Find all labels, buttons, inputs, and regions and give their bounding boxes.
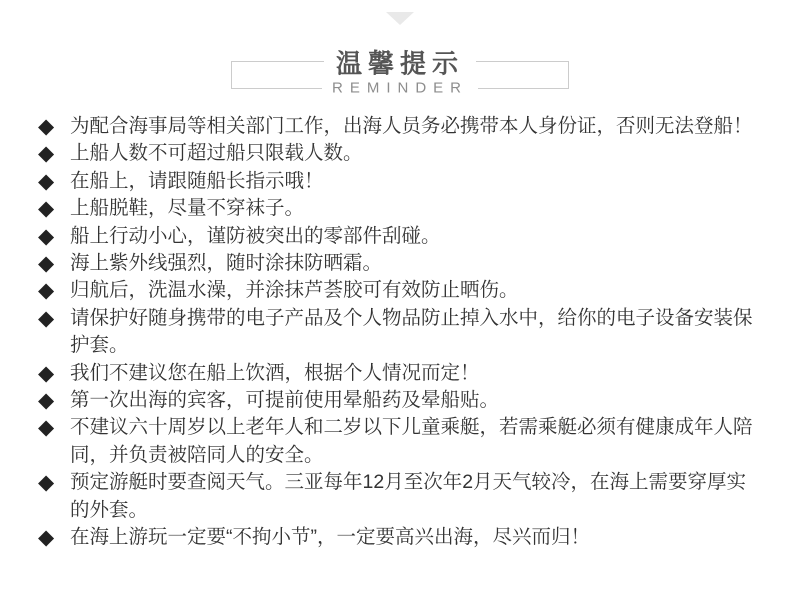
page-subtitle: REMINDER [322, 80, 478, 97]
diamond-bullet-icon: ◆ [38, 224, 55, 248]
tip-item [38, 223, 800, 250]
tip-item [38, 305, 800, 360]
diamond-bullet-icon: ◆ [38, 361, 55, 385]
tip-item [38, 168, 800, 195]
diamond-bullet-icon: ◆ [38, 115, 55, 138]
tip-text: 我们不建议您在船上饮酒，根据个人情况而定！ [70, 361, 480, 384]
tip-item [38, 414, 800, 469]
diamond-bullet-icon: ◆ [38, 197, 55, 221]
tip-text: 归航后，洗温水澡，并涂抹芦荟胶可有效防止晒伤。 [70, 279, 519, 302]
tip-text: 船上行动小心，谨防被突出的零部件刮碰。 [70, 224, 441, 247]
page-title: 温馨提示 [324, 44, 476, 81]
tip-item [38, 469, 800, 524]
tip-text: 上船人数不可超过船只限载人数。 [70, 142, 363, 165]
diamond-bullet-icon: ◆ [38, 526, 55, 550]
tip-item [38, 524, 800, 551]
tip-item [38, 250, 800, 277]
tip-item [38, 360, 800, 387]
down-triangle-icon [386, 12, 414, 25]
tip-text: 不建议六十周岁以上老年人和二岁以下儿童乘艇，若需乘艇必须有健康成年人陪同，并负责被陪同人的安全。 [70, 416, 753, 466]
tip-item [38, 387, 800, 414]
tip-text: 海上紫外线强烈，随时涂抹防晒霜。 [70, 252, 383, 275]
diamond-bullet-icon: ◆ [38, 416, 55, 440]
tip-text: 在海上游玩一定要“不拘小节”，一定要高兴出海，尽兴而归！ [70, 526, 590, 549]
diamond-bullet-icon: ◆ [38, 306, 55, 330]
diamond-bullet-icon: ◆ [38, 252, 55, 276]
reminder-notice-page [0, 12, 800, 552]
diamond-bullet-icon: ◆ [38, 279, 55, 303]
tip-text: 第一次出海的宾客，可提前使用晕船药及晕船贴。 [70, 389, 500, 412]
header [0, 12, 800, 97]
diamond-bullet-icon: ◆ [38, 389, 55, 413]
tip-item [38, 195, 800, 222]
title-box [231, 48, 569, 97]
tip-text: 预定游艇时要查阅天气。三亚每年12月至次年2月天气较冷，在海上需要穿厚实的外套。 [70, 471, 747, 521]
tip-text: 为配合海事局等相关部门工作，出海人员务必携带本人身份证，否则无法登船！ [70, 115, 753, 137]
tip-text: 请保护好随身携带的电子产品及个人物品防止掉入水中，给你的电子设备安装保护套。 [70, 306, 753, 357]
diamond-bullet-icon: ◆ [38, 169, 55, 193]
tip-text: 上船脱鞋，尽量不穿袜子。 [70, 197, 305, 220]
diamond-bullet-icon: ◆ [38, 142, 55, 166]
tip-text: 在船上，请跟随船长指示哦！ [70, 169, 324, 192]
tip-item [38, 277, 800, 304]
tips-list [0, 89, 800, 552]
diamond-bullet-icon: ◆ [38, 471, 55, 495]
tip-item [38, 140, 800, 167]
tip-item [38, 113, 800, 140]
